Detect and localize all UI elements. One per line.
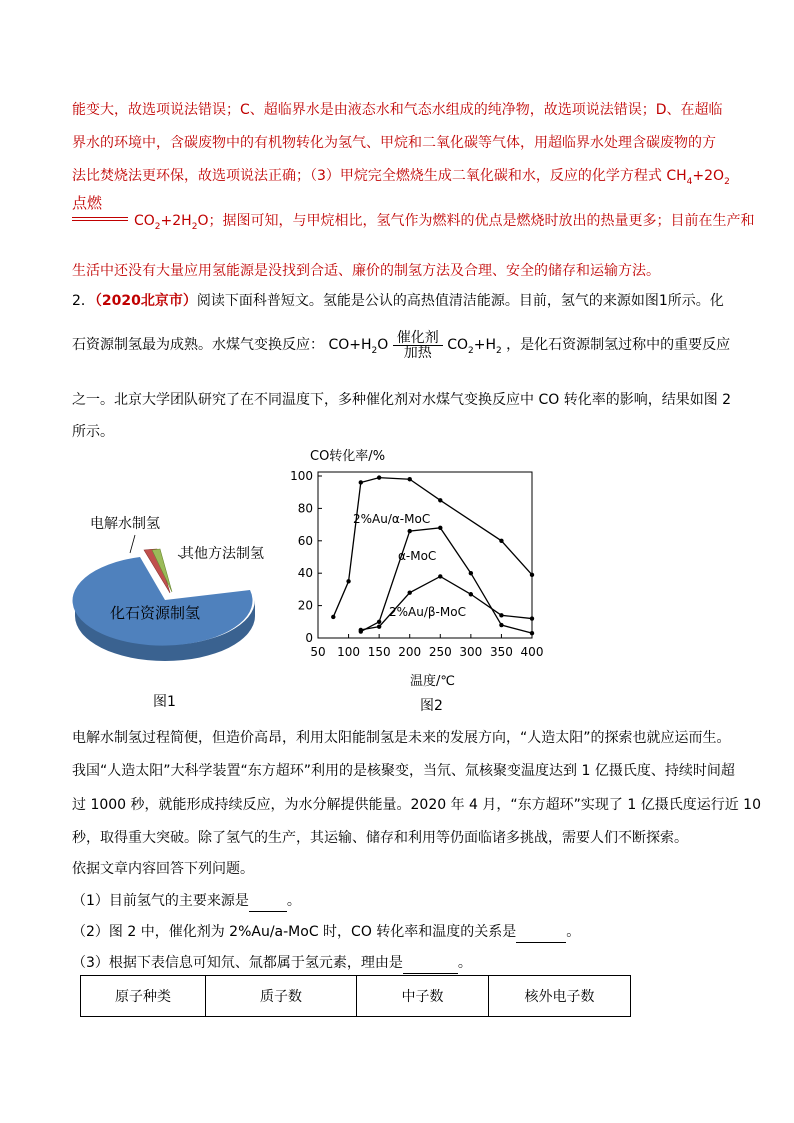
pie-label-electrolysis: 电解水制氢	[90, 516, 160, 532]
table-header-neutrons: 中子数	[357, 976, 489, 1017]
table-header-protons: 质子数	[206, 976, 357, 1017]
series-point	[530, 631, 534, 635]
pie-label-other: 其他方法制氢	[180, 546, 264, 562]
series-point	[469, 571, 473, 575]
figure-1-caption: 图1	[153, 694, 176, 710]
series-point	[499, 539, 503, 543]
x-tick-label: 250	[428, 645, 452, 659]
x-tick-label: 350	[489, 645, 513, 659]
series-point	[377, 624, 381, 628]
question-line-4: 所示。	[72, 424, 114, 440]
subquestion-2: （2）图 2 中，催化剂为 2%Au/a-MoC 时，CO 转化率和温度的关系是 。	[72, 922, 580, 943]
series-point	[438, 526, 442, 530]
y-tick-label: 20	[297, 598, 313, 613]
series-point	[331, 615, 335, 619]
question-number: 2．	[72, 293, 95, 309]
question-line-1: 2．（2020北京市）阅读下面科普短文。氢能是公认的高热值清洁能源。目前，氢气的来源如图1所示。化	[72, 293, 724, 309]
answer-blank-2[interactable]	[516, 922, 566, 943]
x-tick-label: 300	[459, 645, 483, 659]
reaction-arrow	[72, 217, 128, 218]
y-tick-label: 60	[297, 533, 313, 548]
passage-line-7: 过 1000 秒，就能形成持续反应，为水分解提供能量。2020 年 4 月，“东方超环”实现了 1 亿摄氏度运行近 10	[72, 797, 761, 813]
reaction-condition: 点燃	[72, 194, 103, 212]
answer-line-3: 法比焚烧法更环保，故选项说法正确；（3）甲烷完全燃烧生成二氧化碳和水，反应的化学方程式 $CH_4+2O_2$	[72, 168, 730, 187]
chart-title: CO转化率/%	[310, 449, 386, 464]
y-tick-label: 40	[297, 566, 313, 581]
table-header-atom-type: 原子种类	[81, 976, 206, 1017]
series-point	[469, 592, 473, 596]
x-tick-label: 50	[310, 645, 326, 659]
series-label-alpha: α-MoC	[398, 549, 437, 563]
series-point	[377, 475, 381, 479]
x-tick-label: 400	[520, 645, 544, 659]
series-point	[408, 529, 412, 533]
atom-info-table	[80, 975, 631, 1017]
table-row	[81, 976, 631, 1017]
answer-line-5: 生活中还没有大量应用氢能源是没找到合适、廉价的制氢方法及合理、安全的储存和运输方法。	[72, 263, 660, 279]
y-tick-label: 0	[305, 631, 313, 645]
table-header-electrons: 核外电子数	[489, 976, 631, 1017]
question-source: （2020北京市）	[94, 293, 197, 309]
series-point	[499, 613, 503, 617]
x-tick-label: 100	[337, 645, 361, 659]
subquestion-1: （1）目前氢气的主要来源是 。	[72, 891, 301, 912]
question-line-3: 之一。北京大学团队研究了在不同温度下，多种催化剂对水煤气变换反应中 CO 转化率的影响，结果如图 2	[72, 392, 732, 408]
passage-line-9: 依据文章内容回答下列问题。	[72, 861, 254, 877]
series-point	[530, 573, 534, 577]
series-point	[438, 498, 442, 502]
answer-line-2: 界水的环境中，含碳废物中的有机物转化为氢气、甲烷和二氧化碳等气体，用超临界水处理含碳废物的方	[72, 135, 716, 151]
series-point	[499, 623, 503, 627]
series-point	[408, 477, 412, 481]
answer-blank-3[interactable]	[403, 953, 458, 974]
series-point	[359, 480, 363, 484]
series-point	[346, 579, 350, 583]
series-line-2	[361, 576, 532, 629]
co-conversion-chart	[290, 448, 550, 720]
water-gas-equation: $CO+H_2O$ $\frac{\text{催化剂}}{\text{加热}}$ $CO_2+H_2$	[328, 329, 502, 361]
pie-label-fossil: 化石资源制氢	[110, 604, 201, 622]
series-point	[377, 620, 381, 624]
x-tick-label: 200	[398, 645, 422, 659]
y-tick-label: 80	[297, 501, 313, 516]
series-point	[438, 574, 442, 578]
pie-chart	[60, 500, 290, 730]
x-axis-label: 温度/℃	[410, 674, 455, 689]
answer-blank-1[interactable]	[249, 891, 287, 912]
passage-line-6: 我国“人造太阳”大科学装置“东方超环”利用的是核聚变，当氘、氚核聚变温度达到 1 亿摄氏度、持续时间超	[72, 763, 735, 779]
series-point	[530, 616, 534, 620]
passage-line-5: 电解水制氢过程简便，但造价高昂，利用太阳能制氢是未来的发展方向，“人造太阳”的探索也就应运而生。	[72, 730, 731, 746]
reaction-arrow-2	[72, 220, 128, 221]
subquestion-3: （3）根据下表信息可知氘、氚都属于氢元素，理由是 。	[72, 953, 472, 974]
series-label-au-beta: 2%Au/β-MoC	[389, 605, 466, 619]
series-point	[359, 628, 363, 632]
figure-2-caption: 图2	[420, 698, 443, 714]
passage-line-8: 秒，取得重大突破。除了氢气的生产，其运输、储存和利用等仍面临诸多挑战，需要人们不断探索。	[72, 830, 688, 846]
answer-line-1: 能变大，故选项说法错误；C、超临界水是由液态水和气态水组成的纯净物，故选项说法错误；D、在超临	[72, 102, 723, 118]
answer-line-4: $CO_2+2H_2O$；据图可知，与甲烷相比，氢气作为燃料的优点是燃烧时放出的热量更多；目前在生产和	[134, 213, 755, 232]
series-line-0	[333, 478, 532, 617]
y-tick-label: 100	[290, 469, 313, 483]
x-tick-label: 150	[367, 645, 391, 659]
series-point	[408, 590, 412, 594]
question-line-2: 石资源制氢最为成熟。水煤气变换反应： $CO+H_2O$ $\frac{\text{催化剂}}{\text{加热}}$ $CO_2+H_2$ ，是化石资源制氢过称中的重要反应	[72, 329, 731, 361]
series-label-au-alpha: 2%Au/α-MoC	[353, 512, 431, 526]
